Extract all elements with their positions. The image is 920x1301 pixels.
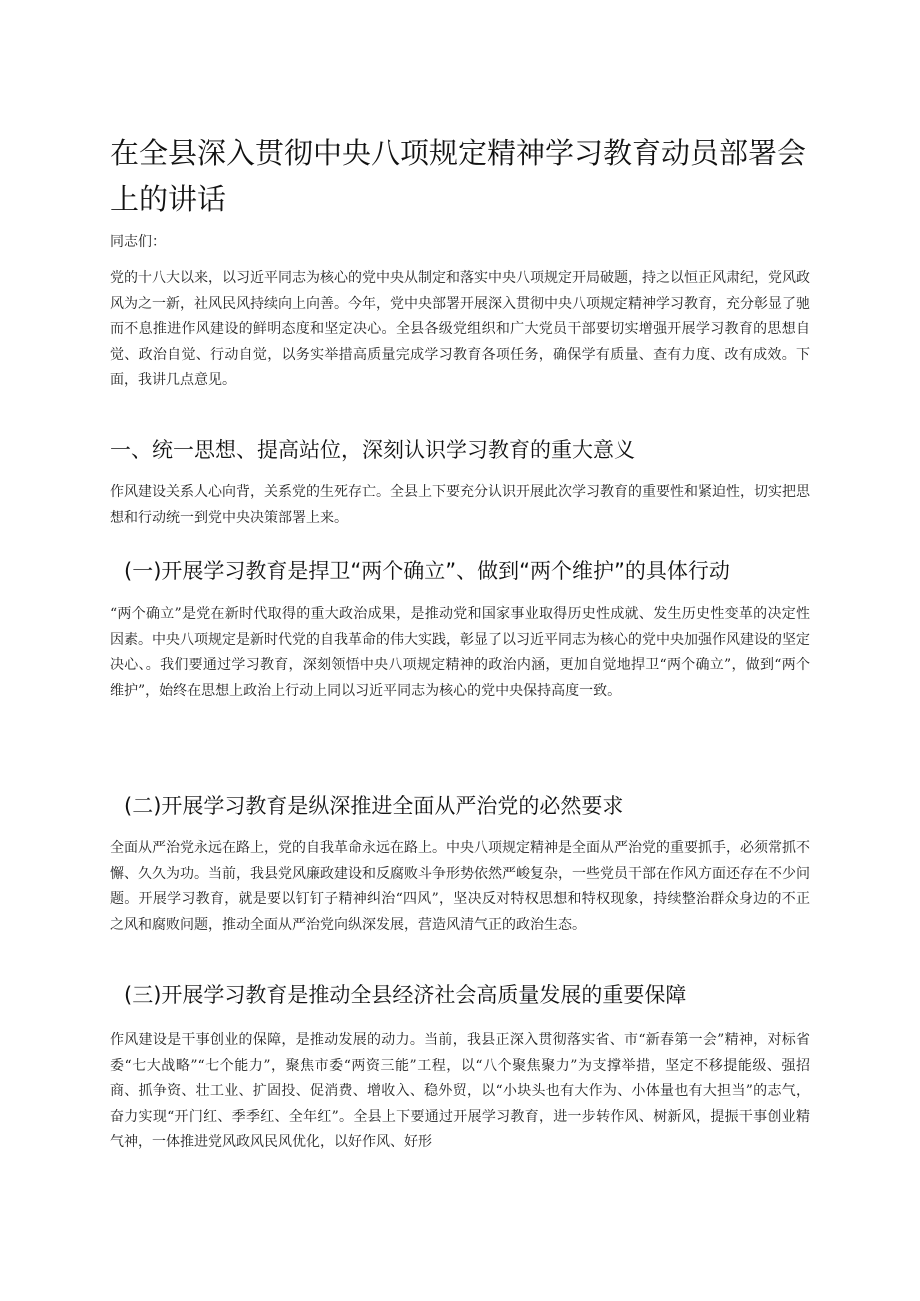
document-title: 在全县深入贯彻中央八项规定精神学习教育动员部署会上的讲话	[110, 136, 807, 216]
intro-paragraph: 党的十八大以来，以习近平同志为核心的党中央从制定和落实中央八项规定开局破题，持之以恒正风肃纪，党风政风为之一新，社风民风持续向上向善。今年，党中央部署开展深入贯彻中央八项规定精神学习教育，充分彰显了驰而不息推进作风建设的鲜明态度和坚定决心。全县各级党组织和广大党员干部要切实增强开展学习教育的思想自觉、政治自觉、行动自觉，以务实举措高质量完成学习教育各项任务，确保学有质量、查有力度、改有成效。下面，我讲几点意见。	[110, 270, 810, 388]
subsection-3-heading: (三)开展学习教育是推动全县经济社会高质量发展的重要保障	[124, 983, 687, 1007]
subsection-2-body: 全面从严治党永远在路上，党的自我革命永远在路上。中央八项规定精神是全面从严治党的重要抓手，必须常抓不懈、久久为功。当前，我县党风廉政建设和反腐败斗争形势依然严峻复杂，一些党员干部在作风方面还存在不少问题。开展学习教育，就是要以钉钉子精神纠治“四风”，坚决反对特权思想和特权现象，持续整治群众身边的不正之风和腐败问题，推动全面从严治党向纵深发展，营造风清气正的政治生态。	[110, 840, 810, 933]
section-1-heading: 一、统一思想、提高站位，深刻认识学习教育的重大意义	[110, 438, 635, 462]
subsection-3-body: 作风建设是干事创业的保障，是推动发展的动力。当前，我县正深入贯彻落实省、市“新春第一会”精神，对标省委“七大战略”“七个能力”，聚焦市委“两资三能”工程，以“八个聚焦聚力”为支撑举措，坚定不移提能级、强招商、抓争资、壮工业、扩固投、促消费、增收入、稳外贸，以“小块头也有大作为、小体量也有大担当”的志气，奋力实现“开门红、季季红、全年红”。全县上下要通过开展学习教育，进一步转作风、树新风，提振干事创业精气神，一体推进党风政风民风优化，以好作风、好形	[110, 1032, 810, 1150]
section-1-body: 作风建设关系人心向背，关系党的生死存亡。全县上下要充分认识开展此次学习教育的重要性和紧迫性，切实把思想和行动统一到党中央决策部署上来。	[110, 484, 810, 526]
subsection-1-heading: (一)开展学习教育是捍卫“两个确立”、做到“两个维护”的具体行动	[124, 559, 730, 583]
subsection-2-heading: (二)开展学习教育是纵深推进全面从严治党的必然要求	[124, 794, 624, 818]
subsection-1-body: “两个确立”是党在新时代取得的重大政治成果，是推动党和国家事业取得历史性成就、发生历史性变革的决定性因素。中央八项规定是新时代党的自我革命的伟大实践，彰显了以习近平同志为核心的党中央加强作风建设的坚定决心、。我们要通过学习教育，深刻领悟中央八项规定精神的政治内涵，更加自觉地捍卫“两个确立”，做到“两个维护”，始终在思想上政治上行动上同以习近平同志为核心的党中央保持高度一致。	[110, 606, 810, 699]
salutation: 同志们：	[110, 234, 166, 250]
